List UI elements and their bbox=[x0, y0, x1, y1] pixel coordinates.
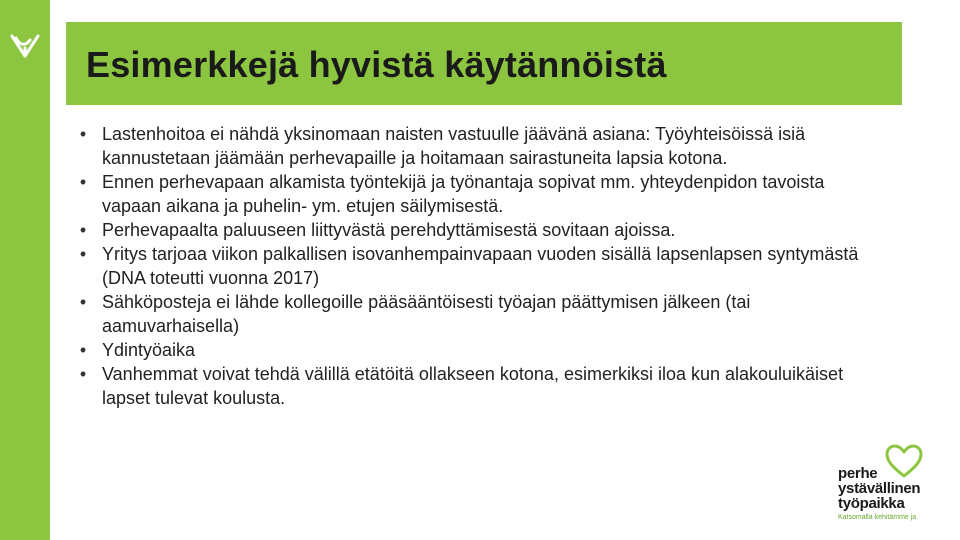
list-item bbox=[74, 170, 864, 218]
brand-tagline: Katsomalla kehitämme ja bbox=[838, 514, 917, 521]
list-item bbox=[74, 122, 864, 170]
bullet-symbol: • bbox=[79, 220, 87, 240]
list-item-text: Vanhemmat voivat tehdä välillä etätöitä ollakseen kotona, esimerkiksi iloa kun alakouluikäiset lapset tulevat koulusta. bbox=[102, 364, 844, 408]
heart-outline-icon bbox=[884, 444, 924, 480]
brand-text-line-3: työpaikka bbox=[838, 495, 905, 512]
bullet-symbol: • bbox=[79, 172, 87, 192]
bullet-symbol: • bbox=[79, 244, 87, 264]
page-title: Esimerkkejä hyvistä käytännöistä bbox=[86, 44, 667, 85]
bullet-symbol: • bbox=[79, 340, 87, 360]
list-item-text: Sähköposteja ei lähde kollegoille pääsääntöisesti työajan päättymisen jälkeen (tai aamuvarhaisella) bbox=[102, 292, 751, 336]
list-item bbox=[74, 218, 864, 242]
list-item-text: Perhevapaalta paluuseen liittyvästä perehdyttämisestä sovitaan ajoissa. bbox=[102, 220, 676, 240]
list-item-text: Ydintyöaika bbox=[102, 340, 196, 360]
list-item bbox=[74, 362, 864, 410]
brand-logo bbox=[834, 440, 946, 530]
sidebar-strip bbox=[0, 0, 50, 540]
list-item bbox=[74, 242, 864, 290]
leaf-logo-icon bbox=[6, 26, 44, 64]
list-item bbox=[74, 290, 864, 338]
title-banner bbox=[66, 22, 902, 105]
bullet-list bbox=[74, 122, 864, 410]
bullet-symbol: • bbox=[79, 124, 87, 144]
brand-text-line-2: ystävällinen bbox=[838, 480, 921, 497]
bullet-symbol: • bbox=[79, 364, 87, 384]
bullet-symbol: • bbox=[79, 292, 87, 312]
list-item-text: Yritys tarjoaa viikon palkallisen isovanhempainvapaan vuoden sisällä lapsenlapsen syntymästä (DNA toteutti vuonna 2017) bbox=[102, 244, 859, 288]
brand-text-line-1: perhe bbox=[838, 465, 878, 482]
list-item-text: Lastenhoitoa ei nähdä yksinomaan naisten vastuulle jäävänä asiana: Työyhteisöissä isiä kannustetaan jäämään perhevapaille ja hoitamaan sairastuneita lapsia kotona. bbox=[102, 124, 806, 168]
list-item-text: Ennen perhevapaan alkamista työntekijä ja työnantaja sopivat mm. yhteydenpidon tavoista vapaan aikana ja puhelin- ym. etujen säilymisestä. bbox=[102, 172, 825, 216]
list-item bbox=[74, 338, 864, 362]
